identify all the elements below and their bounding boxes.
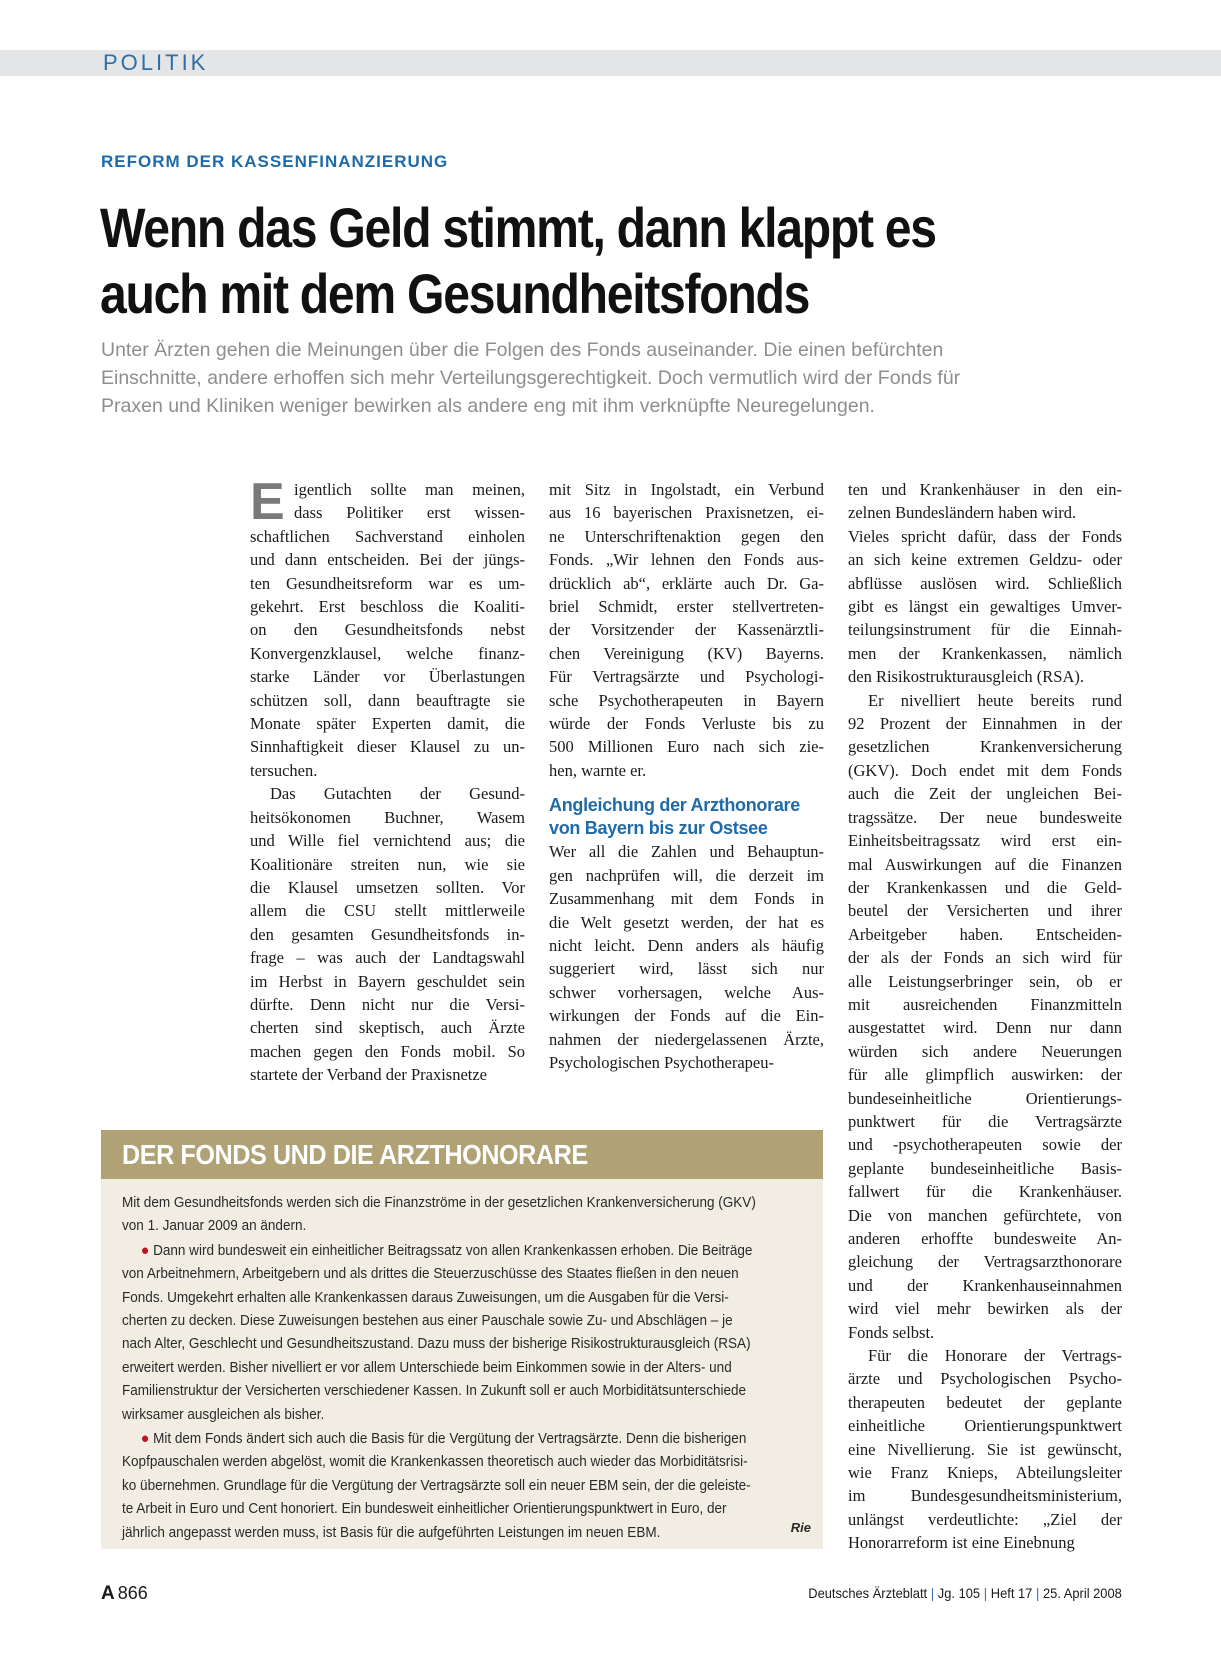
article-line: Das Gutachten der Gesund- [270,784,525,804]
article-line: den gesamten Gesundheitsfonds in- [250,924,525,944]
article-line: Für die Honorare der Vertrags- [868,1346,1122,1366]
article-line: 500 Millionen Euro nach sich zie- [549,737,824,757]
page-prefix: A [101,1583,115,1604]
subheading-line: von Bayern bis zur Ostsee [549,818,768,839]
info-box-line-text: Mit dem Fonds ändert sich auch die Basis für die Vergütung der Vertragsärzte. Denn die bisherigen [153,1431,747,1448]
article-line: starke Länder vor Überlastungen [250,667,525,687]
article-line: abflüsse auslösen wird. Schließlich [848,573,1122,593]
info-box-line: jährlich angepasst werden muss, ist Basis für die aufgeführten Leistungen im neuen EBM. [122,1524,661,1541]
article-line: mit ausreichenden Finanzmitteln [848,994,1122,1014]
article-line: mal Auswirkungen auf die Finanzen [848,854,1122,874]
article-line: gekehrt. Erst beschloss die Koaliti- [250,597,525,617]
footer-citation [808,1585,1122,1601]
article-line: tersuchen. [250,760,318,780]
article-line: die Welt gesetzt werden, der hat es [549,912,824,932]
article-line: Koalitionäre streiten nun, wie sie [250,854,525,874]
article-line: Sinnhaftigkeit dieser Klausel zu un- [250,737,525,757]
article-line: wirkungen der Fonds auf die Ein- [549,1006,824,1026]
article-line: teilungsinstrument für die Einnah- [848,620,1122,640]
article-line: chen Vereinigung (KV) Bayerns. [549,643,824,663]
article-line: aus 16 bayerischen Praxisnetzen, ei- [549,503,824,523]
article-line: briel Schmidt, erster stellvertreten- [549,597,824,617]
article-line: igentlich sollte man meinen, [294,480,525,499]
article-line: ten und Krankenhäuser in den ein- [848,480,1122,499]
article-line: fallwert für die Krankenhäuser. [848,1182,1122,1202]
article-line: schützen soll, dann beauftragte sie [250,690,525,710]
kicker: REFORM DER KASSENFINANZIERUNG [101,152,449,171]
article-line: Konvergenzklausel, welche finanz- [250,643,525,663]
article-line: der als der Fonds an sich wird für [848,948,1122,968]
article-line: frage – was auch der Landtagswahl [250,948,525,968]
article-line: wird viel mehr bewirken als der [848,1299,1122,1319]
article-line: beutel der Versicherten und ihrer [848,901,1122,921]
info-box-line: Fonds. Umgekehrt erhalten alle Krankenkassen daraus Zuweisungen, um die Ausgaben für die Versi- [122,1289,729,1306]
article-line: punktwert für die Vertragsärzte [848,1111,1122,1131]
article-line: Zusammenhang mit dem Fonds in [549,889,824,909]
headline-line: auch mit dem Gesundheitsfonds [100,262,810,325]
article-line: gibt es längst ein gewaltiges Umver- [848,597,1122,617]
info-box-line: nach Alter, Geschlecht und Gesundheitszustand. Dazu muss der bisherige Risikostrukturausgleich (RSA) [122,1336,751,1353]
page-number-value: 866 [117,1583,148,1603]
article-line: suggeriert wird, lässt sich nur [549,959,824,979]
article-column-2-top [549,478,824,782]
article-line: Die von manchen gefürchtete, von [848,1205,1122,1225]
article-line: Für Vertragsärzte und Psychologi- [549,667,824,687]
headline [100,195,1012,327]
article-line: Vieles spricht dafür, dass der Fonds [848,526,1122,546]
article-line: dass Politiker erst wissen- [294,503,525,523]
article-line: men der Krankenkassen, nämlich [848,643,1122,663]
article-line: Monate später Experten damit, die [250,714,525,734]
info-box-body [122,1192,812,1545]
lede [101,336,1131,420]
info-box-line: wirksamer ausgleichen als bisher. [122,1406,325,1423]
article-line: einheitliche Orientierungspunktwert [848,1416,1122,1436]
article-line: ärzte und Psychologischen Psycho- [848,1369,1122,1389]
info-box-line: Mit dem Gesundheitsfonds werden sich die Finanzströme in der gesetzlichen Krankenversicherung (GKV) [122,1195,756,1211]
article-line: Arbeitgeber haben. Entscheiden- [848,924,1122,944]
article-line: 92 Prozent der Einnahmen in der [848,714,1122,734]
article-column-2 [549,478,824,1074]
article-line: Einheitsbeitragssatz wird erst ein- [848,831,1122,851]
info-box-line: Familienstruktur der Versicherten verschiedener Kassen. In Zukunft soll er auch Morbiditätsunterschiede [122,1383,747,1400]
info-box-line: erweitert werden. Bisher nivelliert er vor allem Unterschiede beim Einkommen sowie in der Alters- und [122,1359,732,1376]
info-box-line-text: Dann wird bundesweit ein einheitlicher Beitragssatz von allen Krankenkassen erhoben. Die Beiträge [153,1242,753,1259]
footer-separator: | [983,1585,988,1601]
article-line: machen gegen den Fonds mobil. So [250,1041,525,1061]
article-line: mit Sitz in Ingolstadt, ein Verbund [549,480,824,499]
bullet-icon: ● [140,1430,150,1448]
lede-line: Praxen und Kliniken weniger bewirken als andere eng mit ihm verknüpfte Neuregelungen. [101,395,875,417]
article-line: Psychologischen Psychotherapeu- [549,1052,774,1072]
headline-line: Wenn das Geld stimmt, dann klappt es [100,196,936,259]
article-line: den Risikostrukturausgleich (RSA). [848,667,1085,687]
info-box [101,1130,823,1549]
article-line: cherten sind skeptisch, auch Ärzte [250,1018,525,1038]
article-line: wie Franz Knieps, Abteilungsleiter [848,1463,1122,1483]
info-box-line: ko übernehmen. Grundlage für die Vergütung der Vertragsärzte soll ein neuer EBM sein, der die geleiste- [122,1477,751,1494]
info-box-line [122,1239,771,1263]
article-line: gleichung der Vertragsarzthonorare [848,1252,1122,1272]
article-line: auch die Zeit der ungleichen Bei- [848,784,1122,804]
article-line: der Krankenkassen und die Geld- [848,877,1122,897]
article-line: für alle glimpflich auswirken: der [848,1065,1122,1085]
article-column-2-bottom [549,840,824,1074]
article-line: (GKV). Doch endet mit dem Fonds [848,760,1122,780]
article-line: eine Nivellierung. Sie ist gewünscht, [848,1439,1122,1459]
article-line: an sich keine extremen Geldzu- oder [848,550,1122,570]
article-column-3 [848,478,1122,1555]
info-box-line: von Arbeitnehmern, Arbeitgebern und als drittes die Steuerzuschüsse des Staates fließen in den neuen [122,1266,739,1283]
article-line: therapeuten bedeutet der geplante [848,1392,1122,1412]
article-line: im Bundesgesundheitsministerium, [848,1486,1122,1506]
journal-issue: Heft 17 [990,1585,1033,1601]
subheading [549,794,824,840]
article-line: schwer vorhersagen, welche Aus- [549,982,824,1002]
article-line: und der Krankenhauseinnahmen [848,1275,1122,1295]
article-line: alle Leistungserbringer sein, ob er [848,971,1122,991]
article-line: schaftlichen Sachverstand einholen [250,526,525,546]
article-line: dürfte. Denn nicht nur die Versi- [250,994,525,1014]
article-line: Er nivelliert heute bereits rund [868,690,1122,710]
footer-separator: | [930,1585,935,1601]
page-number [101,1583,148,1605]
article-line: tragssätze. Der neue bundesweite [848,807,1122,827]
article-line: gesetzlichen Krankenversicherung [848,737,1122,757]
drop-cap: E [250,473,285,531]
article-line: on den Gesundheitsfonds nebst [250,620,525,640]
journal-name: Deutsches Ärzteblatt [808,1585,928,1601]
article-line: anderen erhoffte bundesweite An- [848,1229,1122,1248]
article-column-1 [250,473,525,1087]
info-box-header [101,1130,823,1179]
article-line: würde der Fonds Verluste bis zu [549,714,824,734]
article-line: und -psychotherapeuten sowie der [848,1135,1122,1155]
article-line: die Klausel umsetzen sollten. Vor [250,877,525,897]
article-line: im Herbst in Bayern geschuldet sein [250,971,525,991]
article-line: Fonds. „Wir lehnen den Fonds aus- [549,550,824,570]
footer-separator: | [1036,1585,1040,1601]
info-box-line: von 1. Januar 2009 an ändern. [122,1218,307,1235]
lede-line: Einschnitte, andere erhoffen sich mehr Verteilungsgerechtigkeit. Doch vermutlich wird der Fonds für [101,367,961,389]
article-line: würden sich andere Neuerungen [848,1041,1122,1061]
journal-volume: Jg. 105 [938,1585,981,1601]
article-line: bundeseinheitliche Orientierungs- [848,1088,1122,1108]
info-box-line: te Arbeit in Euro und Cent honoriert. Ein bundesweit einheitlicher Orientierungspunktwert in Euro, der [122,1501,727,1518]
info-box-signature: Rie [790,1520,811,1535]
info-box-line: Kopfpauschalen werden abgelöst, womit die Krankenkassen theoretisch auch wieder das Morbiditätsrisi- [122,1454,748,1471]
article-line: ten Gesundheitsreform war es um- [250,573,525,593]
info-box-line: cherten zu decken. Diese Zuweisungen bestehen aus einer Pauschale sowie Zu- und Abschlägen – je [122,1313,733,1330]
article-line: heitsökonomen Buchner, Wasem [250,807,525,827]
lede-line: Unter Ärzten gehen die Meinungen über die Folgen des Fonds auseinander. Die einen befürchten [101,339,944,361]
article-line: startete der Verband der Praxisnetze [250,1065,488,1085]
article-line: hen, warnte er. [549,760,647,780]
journal-date: 25. April 2008 [1043,1585,1122,1601]
article-line: Wer all die Zahlen und Behauptun- [549,842,824,862]
article-line: der Vorsitzender der Kassenärztli- [549,620,824,640]
article-line: allem die CSU stellt mittlerweile [250,901,525,921]
article-line: ausgestattet wird. Denn nur dann [848,1018,1122,1038]
article-line: nahmen der niedergelassenen Ärzte, [549,1029,824,1049]
section-label: POLITIK [103,50,209,75]
article-line: gen nachprüfen will, die derzeit im [549,865,824,885]
info-box-title: DER FONDS UND DIE ARZTHONORARE [122,1139,588,1170]
info-box-line [122,1427,771,1451]
article-line: und Wille fiel vernichtend aus; die [250,831,525,851]
article-line: ne Unterschriftenaktion gegen den [549,526,824,546]
article-line: geplante bundeseinheitliche Basis- [848,1158,1122,1178]
subheading-line: Angleichung der Arzthonorare [549,795,800,816]
article-line: unlängst verdeutlichte: „Ziel der [848,1509,1122,1529]
article-line: Fonds selbst. [848,1322,935,1342]
bullet-icon: ● [140,1241,150,1259]
article-line: Honorarreform ist eine Einebnung [848,1533,1075,1553]
article-line: sche Psychotherapeuten in Bayern [549,690,824,710]
article-line: und dann entscheiden. Bei der jüngs- [250,550,525,570]
article-line: zelnen Bundesländern haben wird. [848,503,1077,523]
article-line: nicht leicht. Denn anders als häufig [549,935,824,955]
article-line: drücklich ab“, erklärte auch Dr. Ga- [549,573,824,593]
